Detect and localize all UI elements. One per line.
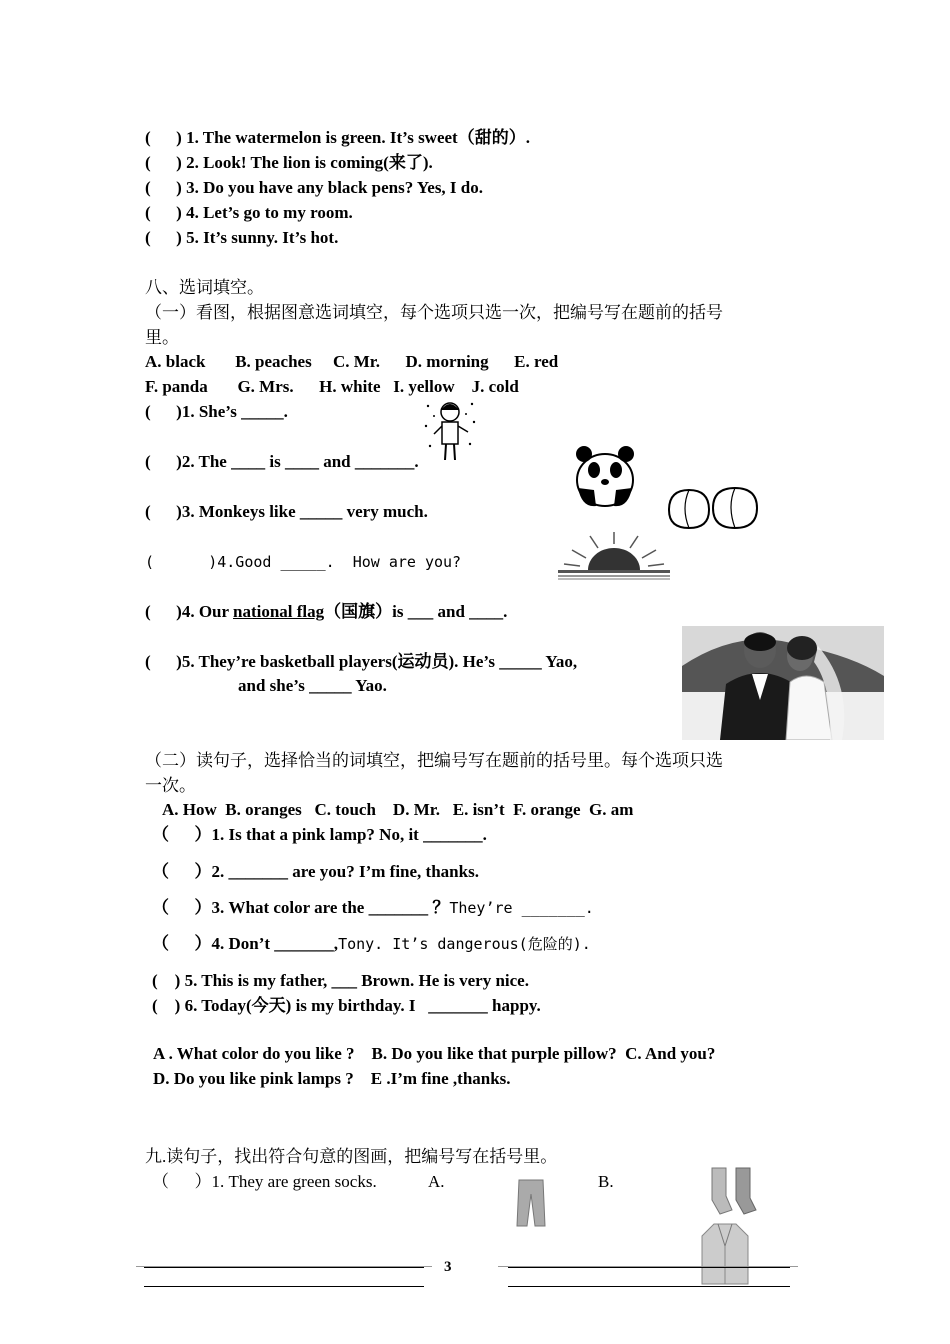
section-title: 九.读句子，找出符合句意的图画，把编号写在括号里。: [145, 1147, 558, 1166]
question-line: （ ）2. _______ are you? I’m fine, thanks.: [152, 862, 479, 881]
footer-rule: [144, 1267, 424, 1268]
question-line: ( )3. Monkeys like _____ very much.: [145, 502, 428, 521]
cold-girl-image: [420, 396, 480, 464]
question-line: [152, 934, 591, 954]
options-row: A. How B. oranges C. touch D. Mr. E. isn’t F. orange G. am: [162, 800, 634, 819]
question-line: ( ) 1. The watermelon is green. It’s sweet（甜的）.: [145, 128, 530, 147]
question-text: Tony. It’s dangerous(危险的).: [338, 935, 591, 953]
question-prefix: ( )4. Our: [145, 602, 233, 621]
question-suffix: （国旗）is ___ and ____.: [324, 602, 508, 621]
socks-image: [706, 1166, 760, 1218]
question-line: ( ) 2. Look! The lion is coming(来了).: [145, 153, 433, 172]
trousers-image: [515, 1178, 547, 1228]
question-line: ( )2. The ____ is ____ and _______.: [145, 452, 419, 471]
footer-rule: [144, 1286, 424, 1287]
question-line: ( ) 5. It’s sunny. It’s hot.: [145, 228, 339, 247]
options-row: A. black B. peaches C. Mr. D. morning E. red: [145, 352, 559, 371]
question-line: （ ）1. Is that a pink lamp? No, it _______.: [152, 825, 487, 844]
question-line: and she’s _____ Yao.: [238, 676, 387, 695]
question-line: ( ) 3. Do you have any black pens? Yes, I do.: [145, 178, 483, 197]
options-row: A . What color do you like ? B. Do you like that purple pillow? C. And you?: [153, 1044, 716, 1063]
sunrise-image: [558, 528, 670, 580]
question-line: ( ) 6. Today(今天) is my birthday. I _______ happy.: [152, 996, 541, 1015]
instruction: 里。: [145, 328, 179, 347]
question-line: ( ) 5. This is my father, ___ Brown. He is very nice.: [152, 971, 529, 990]
jacket-image: [700, 1222, 750, 1286]
instruction: 一次。: [145, 776, 196, 795]
option-label: B.: [598, 1172, 614, 1191]
question-line: [145, 602, 507, 622]
underlined-phrase: national flag: [233, 602, 325, 621]
peaches-image: [665, 484, 761, 532]
question-line: ( ) 4. Let’s go to my room.: [145, 203, 353, 222]
question-text: （ ）3. What color are the _______ ？: [152, 898, 450, 917]
question-text: （ ）4. Don’t _______,: [152, 934, 339, 953]
wedding-photo-image: [682, 626, 884, 740]
panda-image: [572, 440, 638, 510]
options-row: D. Do you like pink lamps ? E .I’m fine ,thanks.: [153, 1069, 511, 1088]
question-line: （ ）1. They are green socks.: [152, 1172, 377, 1191]
instruction: （一）看图，根据图意选词填空，每个选项只选一次，把编号写在题前的括号: [145, 303, 723, 322]
question-text: They’re _______.: [449, 899, 594, 917]
footer-rule: [508, 1267, 790, 1268]
question-line: ( )5. They’re basketball players(运动员). He’s _____ Yao,: [145, 652, 578, 671]
option-label: A.: [428, 1172, 445, 1191]
question-line: ( )4.Good _____. How are you?: [145, 553, 462, 571]
section-title: 八、选词填空。: [145, 278, 264, 297]
question-line: ( )1. She’s _____.: [145, 402, 288, 421]
question-line: [152, 898, 594, 918]
instruction: （二）读句子，选择恰当的词填空，把编号写在题前的括号里。每个选项只选: [145, 751, 723, 770]
footer-rule: [508, 1286, 790, 1287]
options-row: F. panda G. Mrs. H. white I. yellow J. cold: [145, 377, 519, 396]
page-number: 3: [444, 1259, 452, 1275]
